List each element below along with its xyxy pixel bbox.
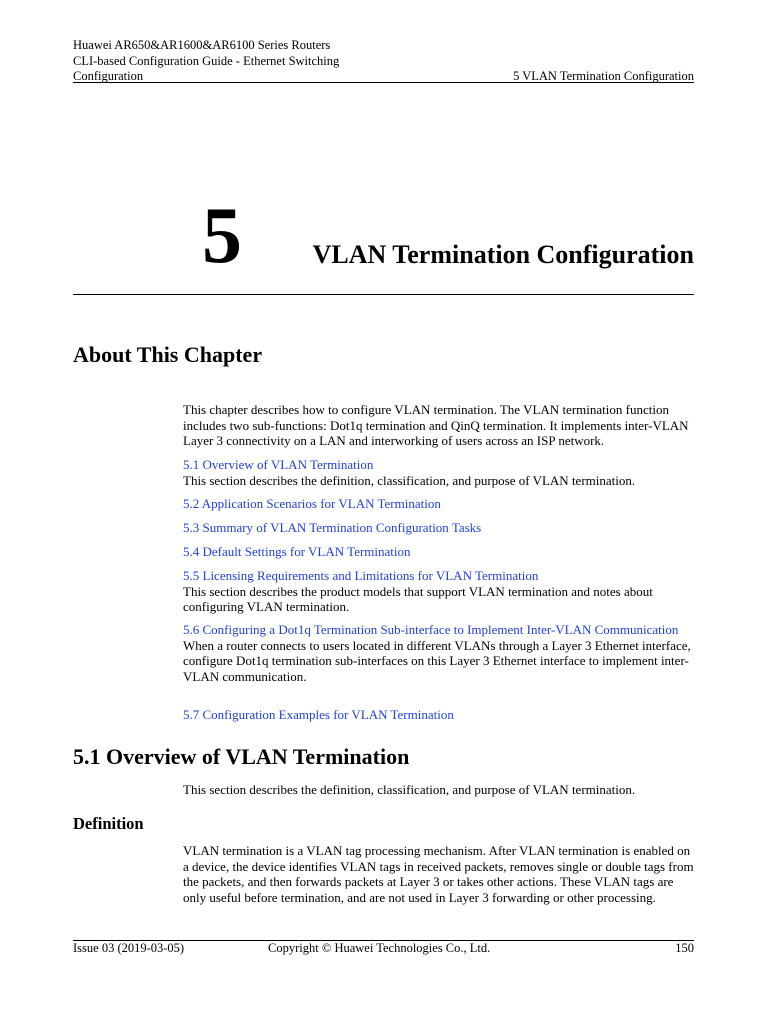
chapter-title: VLAN Termination Configuration bbox=[312, 240, 694, 269]
toc-link-5-7[interactable]: 5.7 Configuration Examples for VLAN Termination bbox=[183, 707, 454, 722]
footer-issue: Issue 03 (2019-03-05) bbox=[73, 941, 185, 955]
toc-item-1 bbox=[183, 457, 694, 488]
header-guide-cont: Configuration bbox=[73, 69, 144, 83]
toc-link-5-6[interactable]: 5.6 Configuring a Dot1q Termination Sub-interface to Implement Inter-VLAN Communication bbox=[183, 622, 679, 637]
about-intro bbox=[183, 402, 694, 449]
overview-intro-text: This section describes the definition, classification, and purpose of VLAN termination. bbox=[183, 782, 636, 797]
header-product: Huawei AR650&AR1600&AR6100 Series Routers bbox=[73, 38, 331, 52]
footer-page-number: 150 bbox=[675, 941, 694, 955]
toc-item-7 bbox=[183, 707, 694, 723]
toc-desc-5-5: This section describes the product models that support VLAN termination and notes about configuring VLAN termination. bbox=[183, 583, 653, 614]
about-intro-text: This chapter describes how to configure VLAN termination. The VLAN termination function includes two sub-functions: Dot1q termination and QinQ termination. It implements inter-VLAN Layer 3 connectivity on a LAN and interworking of users across an ISP network. bbox=[183, 402, 689, 448]
toc-link-5-5[interactable]: 5.5 Licensing Requirements and Limitations for VLAN Termination bbox=[183, 568, 539, 583]
toc-desc-5-6: When a router connects to users located in different VLANs through a Layer 3 Ethernet interface, configure Dot1q termination sub-interfaces on this Layer 3 Ethernet interface to implement inter-VLAN communication. bbox=[183, 637, 691, 684]
toc-item-4 bbox=[183, 544, 694, 560]
chapter-rule bbox=[73, 294, 694, 295]
toc-item-3 bbox=[183, 520, 694, 536]
overview-heading: 5.1 Overview of VLAN Termination bbox=[73, 744, 410, 769]
page-header bbox=[73, 38, 694, 85]
definition-body bbox=[183, 843, 694, 905]
footer-copyright: Copyright © Huawei Technologies Co., Ltd. bbox=[268, 941, 491, 955]
header-rule bbox=[73, 82, 694, 83]
header-guide: CLI-based Configuration Guide - Ethernet Switching bbox=[73, 53, 340, 68]
toc-item-5 bbox=[183, 568, 694, 615]
toc-item-2 bbox=[183, 496, 694, 512]
toc-item-6 bbox=[183, 622, 694, 684]
about-heading: About This Chapter bbox=[73, 342, 263, 367]
overview-intro bbox=[183, 782, 694, 798]
header-section: 5 VLAN Termination Configuration bbox=[513, 69, 694, 83]
toc-link-5-3[interactable]: 5.3 Summary of VLAN Termination Configuration Tasks bbox=[183, 520, 482, 535]
definition-text: VLAN termination is a VLAN tag processing mechanism. After VLAN termination is enabled on a device, the device identifies VLAN tags in received packets, removes single or double tags from the packets, and then forwards packets at Layer 3 or takes other actions. These VLAN tags are only useful before termination, and are not used in Layer 3 forwarding or other processing. bbox=[183, 843, 694, 905]
toc-link-5-1[interactable]: 5.1 Overview of VLAN Termination bbox=[183, 457, 374, 472]
definition-heading: Definition bbox=[73, 814, 144, 833]
chapter-title-block bbox=[73, 192, 694, 280]
chapter-number: 5 bbox=[202, 192, 242, 280]
toc-link-5-4[interactable]: 5.4 Default Settings for VLAN Termination bbox=[183, 544, 411, 559]
toc-desc-5-1: This section describes the definition, classification, and purpose of VLAN termination. bbox=[183, 472, 636, 488]
toc-link-5-2[interactable]: 5.2 Application Scenarios for VLAN Termination bbox=[183, 496, 441, 511]
